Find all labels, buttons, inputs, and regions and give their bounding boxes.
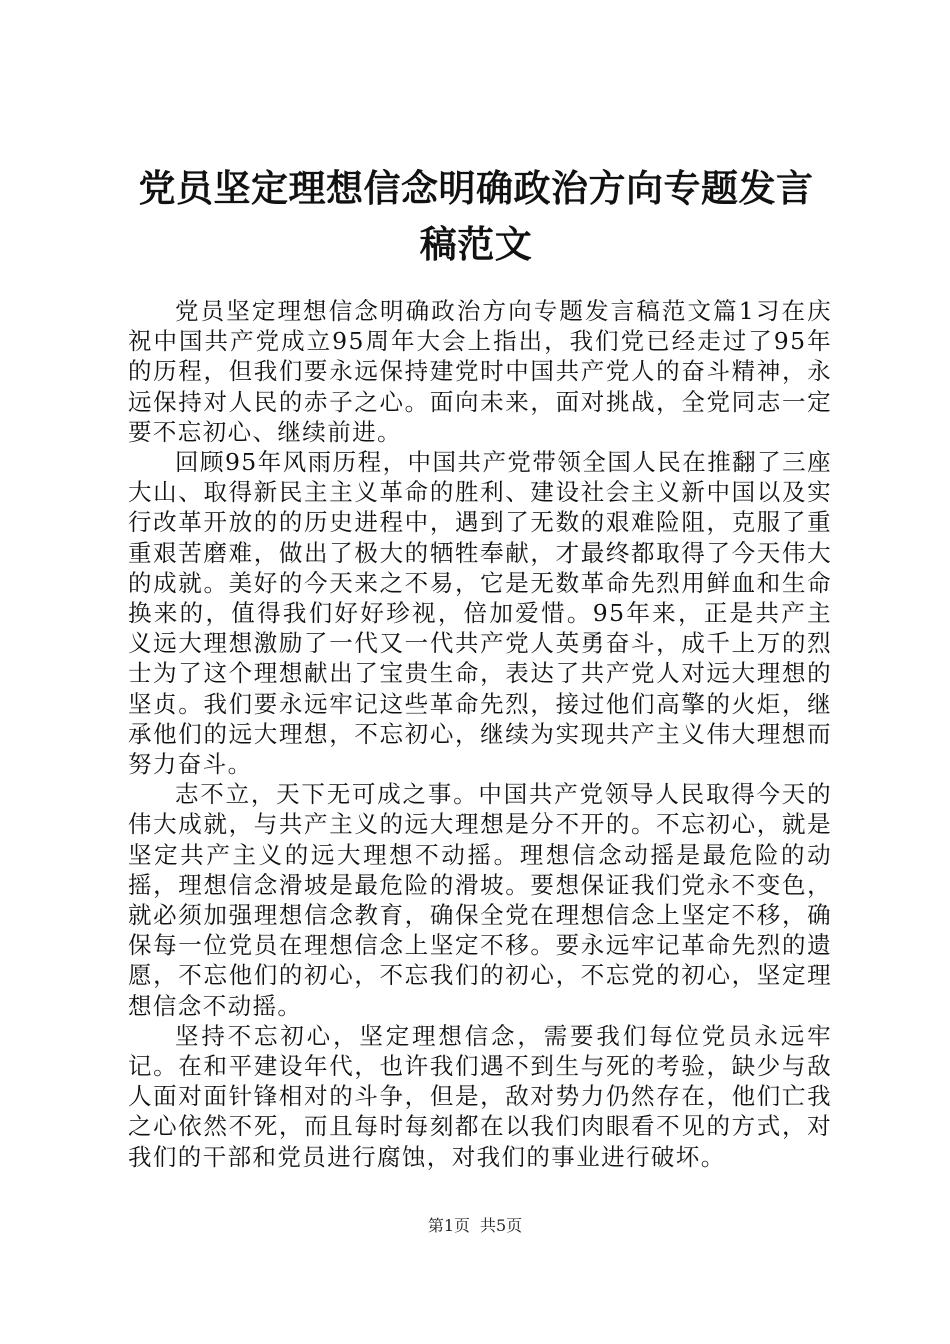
- paragraph-3: 志不立，天下无可成之事。中国共产党领导人民取得今天的伟大成就，与共产主义的远大理想是分不开的。不忘初心，就是坚定共产主义的远大理想不动摇。理想信念动摇是最危险的动摇，理想信念滑坡是最危险的滑坡。要想保证我们党永不变色，就必须加强理想信念教育，确保全党在理想信念上坚定不移，确保每一位党员在理想信念上坚定不移。要永远牢记革命先烈的遗愿，不忘他们的初心，不忘我们的初心，不忘党的初心，坚定理想信念不动摇。: [128, 780, 832, 1020]
- page-footer: [0, 1216, 950, 1236]
- page-number: 第1页: [427, 1216, 470, 1235]
- document-body: [128, 296, 832, 1172]
- document-title: 党员坚定理想信念明确政治方向专题发言稿范文: [138, 166, 814, 266]
- page-total: 共5页: [480, 1216, 523, 1235]
- paragraph-4: 坚持不忘初心，坚定理想信念，需要我们每位党员永远牢记。在和平建设年代，也许我们遇不到生与死的考验，缺少与敌人面对面针锋相对的斗争，但是，敌对势力仍然存在，他们亡我之心依然不死，而且每时每刻都在以我们肉眼看不见的方式，对我们的干部和党员进行腐蚀，对我们的事业进行破坏。: [128, 1021, 832, 1171]
- paragraph-2: 回顾95年风雨历程，中国共产党带领全国人民在推翻了三座大山、取得新民主主义革命的胜利、建设社会主义新中国以及实行改革开放的的历史进程中，遇到了无数的艰难险阻，克服了重重艰苦磨难，做出了极大的牺牲奉献，才最终都取得了今天伟大的成就。美好的今天来之不易，它是无数革命先烈用鲜血和生命换来的，值得我们好好珍视，倍加爱惜。95年来，正是共产主义远大理想激励了一代又一代共产党人英勇奋斗，成千上万的烈士为了这个理想献出了宝贵生命，表达了共产党人对远大理想的坚贞。我们要永远牢记这些革命先烈，接过他们高擎的火炬，继承他们的远大理想，不忘初心，继续为实现共产主义伟大理想而努力奋斗。: [128, 448, 832, 779]
- paragraph-1: 党员坚定理想信念明确政治方向专题发言稿范文篇1习在庆祝中国共产党成立95周年大会上指出，我们党已经走过了95年的历程，但我们要永远保持建党时中国共产党人的奋斗精神，永远保持对人民的赤子之心。面向未来，面对挑战，全党同志一定要不忘初心、继续前进。: [128, 297, 832, 446]
